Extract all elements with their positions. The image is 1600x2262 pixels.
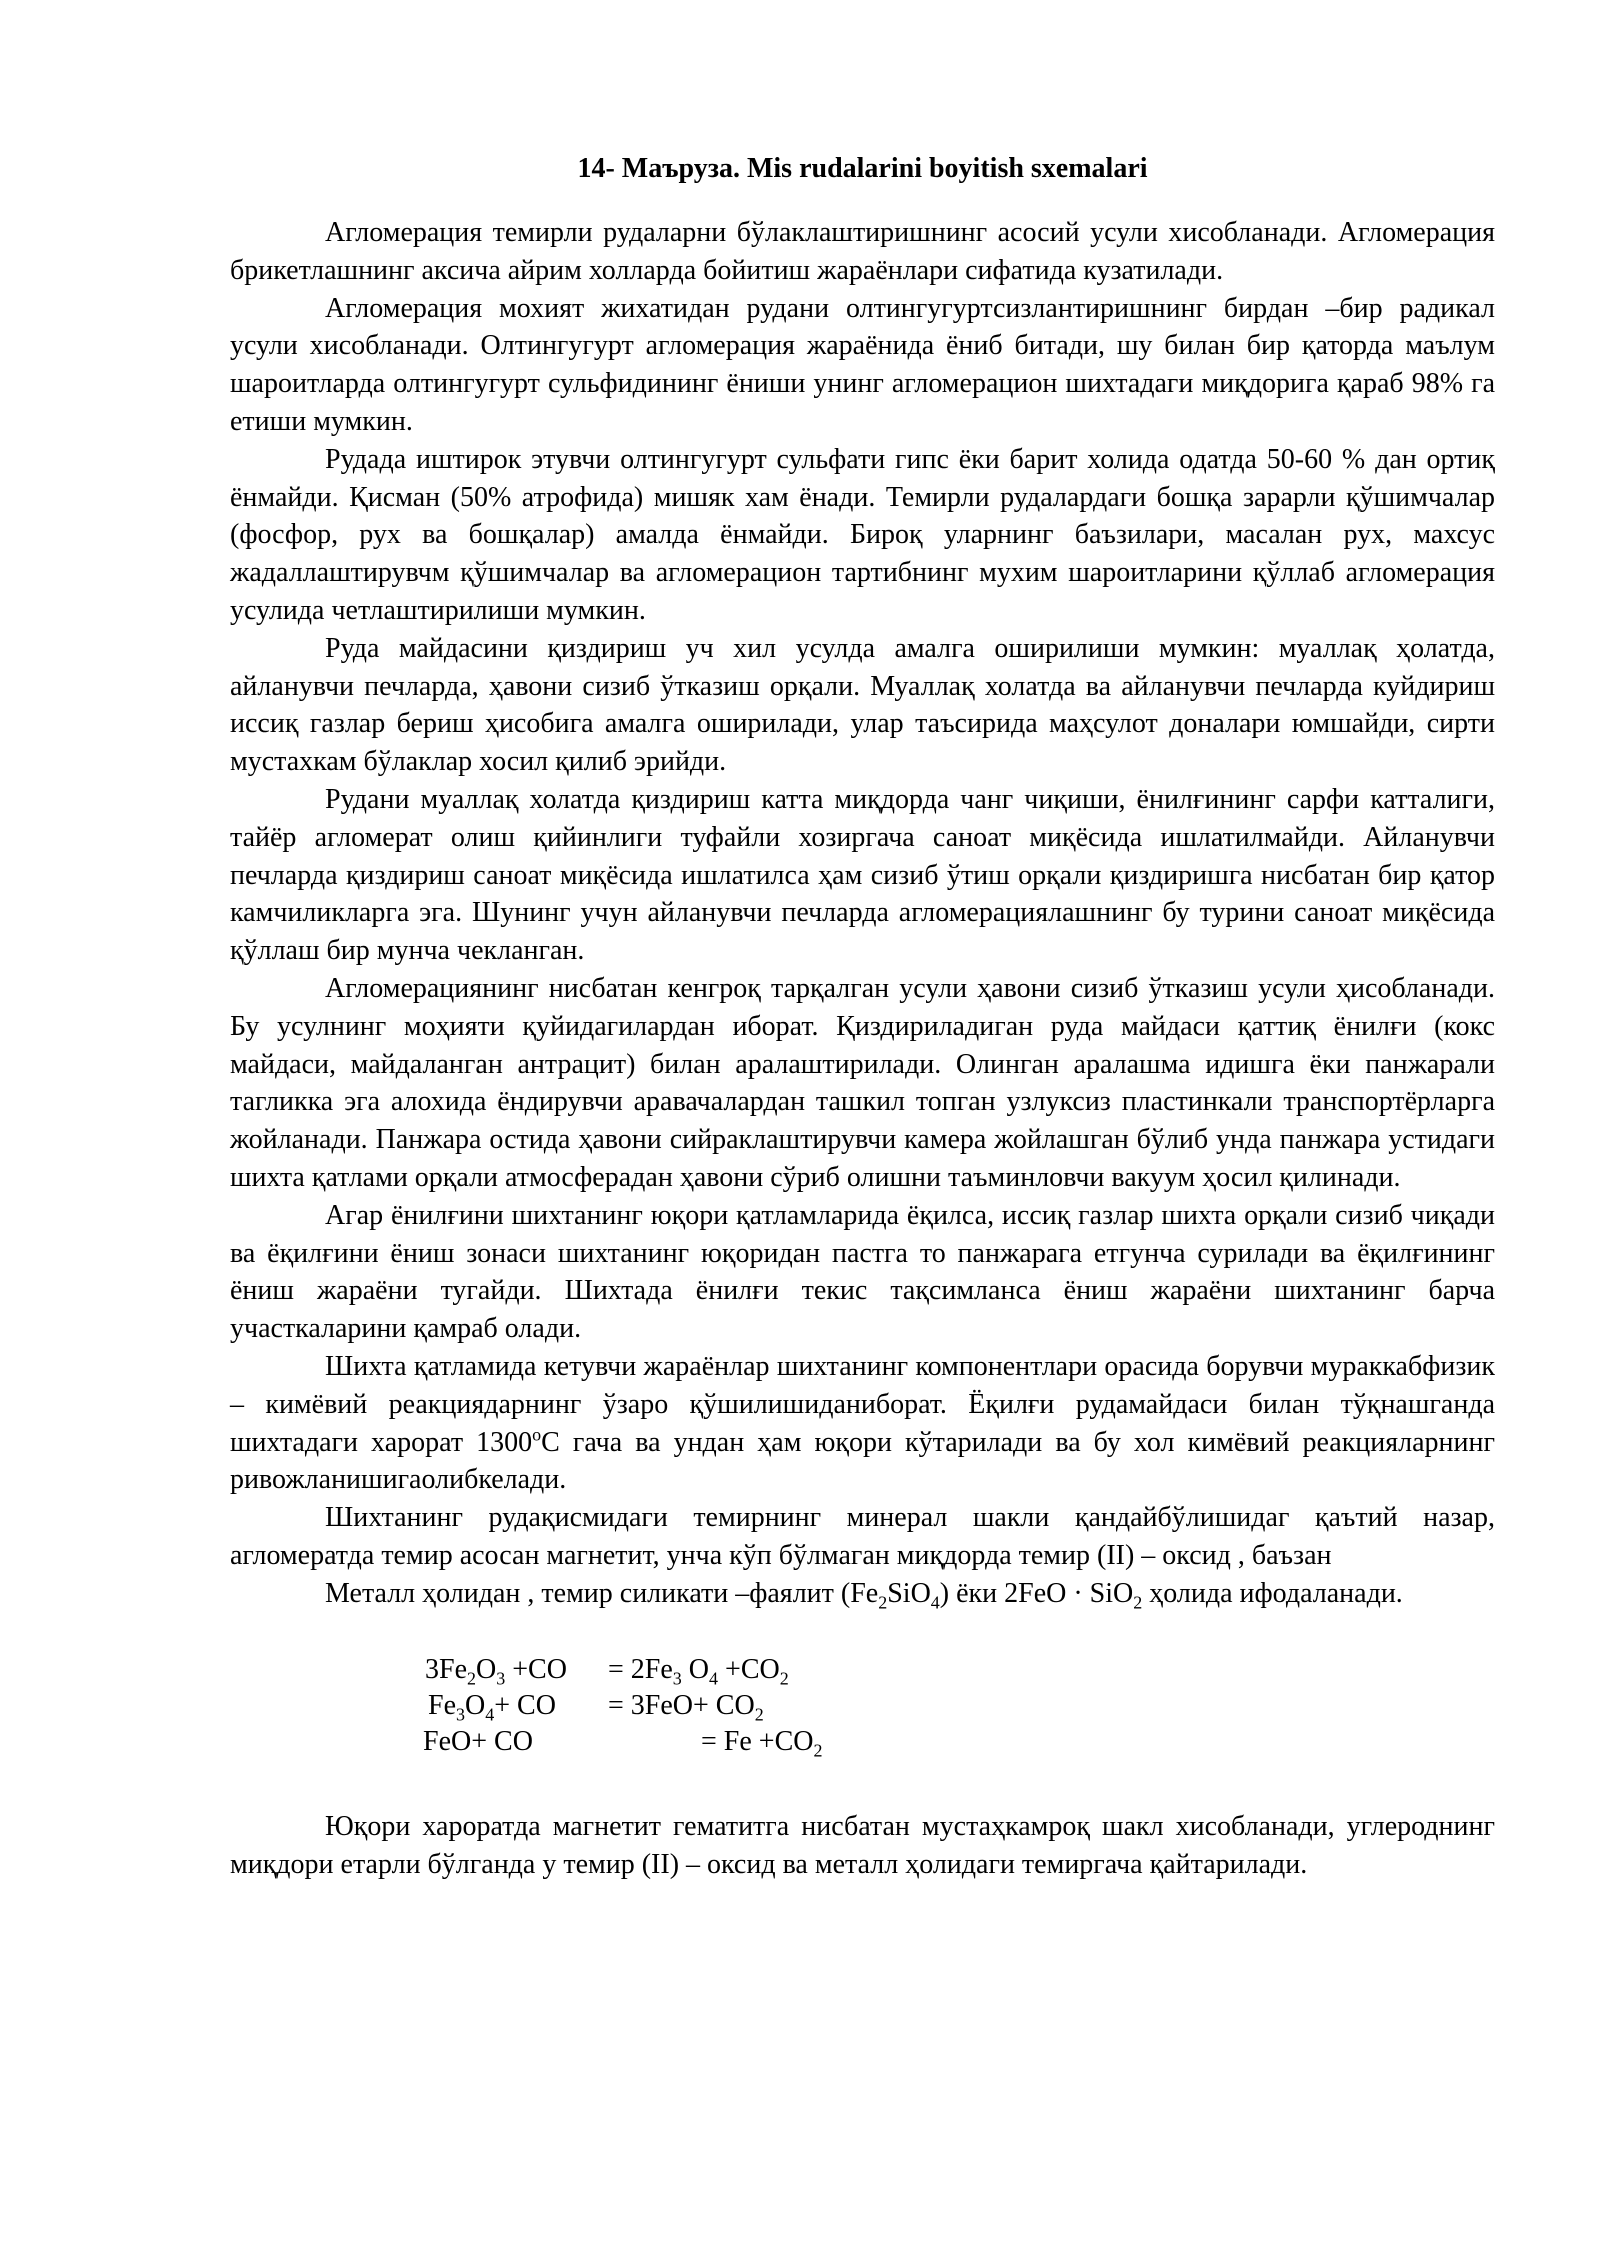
- equation-line: $3Fe_2O_3 +CO$ = $2Fe_3$ $O_4 +CO_2$: [425, 1654, 789, 1690]
- paragraph-heating-methods: Руда майдасини қиздириш уч хил усулда амалга оширилиши мумкин: муаллақ ҳолатда, айланувчи печларда, ҳавони сизиб ўтказиш орқали. Муаллақ холатда ва айланувчи печларда куйдириш иссиқ газлар бериш ҳисобига амалга оширилади, улар таъсирида маҳсулот доналари юмшайди, сирти мустахкам бўлаклар хосил қилиб эрийди.: [230, 632, 1495, 778]
- temperature-degree: о: [532, 1424, 542, 1445]
- paragraph-fuel-burning: Агар ёнилғини шихтанинг юқори қатламларида ёқилса, иссиқ газлар шихта орқали сизиб чиқади ва ёқилғини ёниш зонаси шихтанинг юқоридан пастга то панжарага етгунча сурилади ва ёқилғининг ёниш жараёни тугайди. Шихтада ёнилғи текис тақсимланса ёниш жараёни шихтанинг барча участкаларини қамраб олади.: [230, 1199, 1495, 1345]
- reactions-text-start: Шихта қатламида кетувчи жараёнлар шихтанинг компонентлари орасида борувчи мураккабфизик – кимёвий реакциядарнинг ўзаро қўшилишиданиборат. Ёқилғи рудамайдаси билан тўқнашганда шихтадаги харорат 1300: [230, 1350, 1495, 1458]
- paragraph-suction-method: Агломерациянинг нисбатан кенгроқ тарқалган усули ҳавони сизиб ўтказиш усули ҳисобланади. Бу усулнинг моҳияти қуйидагилардан иборат. Қиздириладиган руда майдаси қаттиқ ёнилғи (кокс майдаси, майдаланган антрацит) билан аралаштирилади. Олинган аралашма идишга ёки панжарали тагликка эга алохида ёндирувчи аравачалардан ташкил топган узлуксиз пластинкали транспортёрларга жойланади. Панжара остида ҳавони сийраклаштирувчи камера жойлашган бўлиб унда панжара устидаги шихта қатлами орқали атмосферадан ҳавони сўриб олишни таъминловчи вакуум ҳосил қилинади.: [230, 972, 1495, 1193]
- equation-line: $Fe_3O_4+$ CO = $3FeO+ CO_2$: [428, 1690, 764, 1726]
- document-page: [230, 150, 1495, 1884]
- paragraph-desulfurization: Агломерация мохият жихатидан рудани олтингугуртсизлантиришнинг бирдан –бир радикал усули хисобланади. Олтингугурт агломерация жараёнида ёниб битади, шу билан бир қаторда маълум шароитларда олтингугурт сульфидининг ёниши унинг агломерацион шихтадаги миқдорига қараб 98% га етиши мумкин.: [230, 292, 1495, 437]
- paragraph-sulfate-burning: Рудада иштирок этувчи олтингугурт сульфати гипс ёки барит холида одатда 50-60 % дан ортиқ ёнмайди. Қисман (50% атрофида) мишяк хам ёнади. Темирли рудалардаги бошқа зарарли қўшимчалар (фосфор, рух ва бошқалар) амалда ёнмайди. Бироқ уларнинг баъзилари, масалан рух, махсус жадаллаштирувчм қўшимчалар ва агломерацион тартибнинг мухим шароитларини қўллаб агломерация усулида четлаштирилиши мумкин.: [230, 443, 1495, 626]
- paragraph-suspended-heating: Рудани муаллақ холатда қиздириш катта миқдорда чанг чиқиши, ёнилғининг сарфи катталиги, тайёр агломерат олиш қийинлиги туфайли хозиргача саноат миқёсида ишлатилмайди. Айланувчи печларда қиздириш саноат миқёсида ишлатилса ҳам сизиб ўтиш орқали қиздиришга нисбатан бир қатор камчиликларга эга. Шунинг учун айланувчи печларда агломерациялашнинг бу турини саноат миқёсида қўллаш бир мунча чекланган.: [230, 783, 1495, 967]
- equation-line: FeO+ CO = $Fe +CO_2$: [423, 1726, 823, 1762]
- reactions-text-end: С гача ва ундан ҳам юқори кўтарилади ва бу хол кимёвий реакцияларнинг ривожланишигаолибкелади.: [230, 1426, 1495, 1496]
- paragraph-mineral-form: Шихтанинг рудақисмидаги темирнинг минерал шакли қандайбўлишидаг қаътий назар, агломератда темир асосан магнетит, унча кўп бўлмаган миқдорда темир (II) – оксид , баъзан: [230, 1502, 1495, 1571]
- lecture-title: 14- Маъруза. Mis rudalarini boyitish sxemalari: [577, 153, 1148, 184]
- paragraph-metal-form: Металл ҳолидан , темир силикати –фаялит $(Fe_2SiO_4)$ ёки 2FeO · SiO$_2$ ҳолида ифодаланади.: [325, 1577, 1403, 1613]
- paragraph-agglomeration-intro: Агломерация темирли рудаларни бўлаклаштиришнинг асосий усули хисобланади. Агломерация брикетлашнинг аксича айрим холларда бойитиш жараёнлари сифатида кузатилади.: [230, 217, 1495, 286]
- paragraph-reactions: [230, 1348, 1495, 1499]
- paragraph-magnetite-stability: Юқори хароратда магнетит гематитга нисбатан мустаҳкамроқ шакл хисобланади, углероднинг миқдори етарли бўлганда у темир (II) – оксид ва металл ҳолидаги темиргача қайтарилади.: [230, 1811, 1495, 1881]
- reaction-equations: [230, 1652, 1495, 1760]
